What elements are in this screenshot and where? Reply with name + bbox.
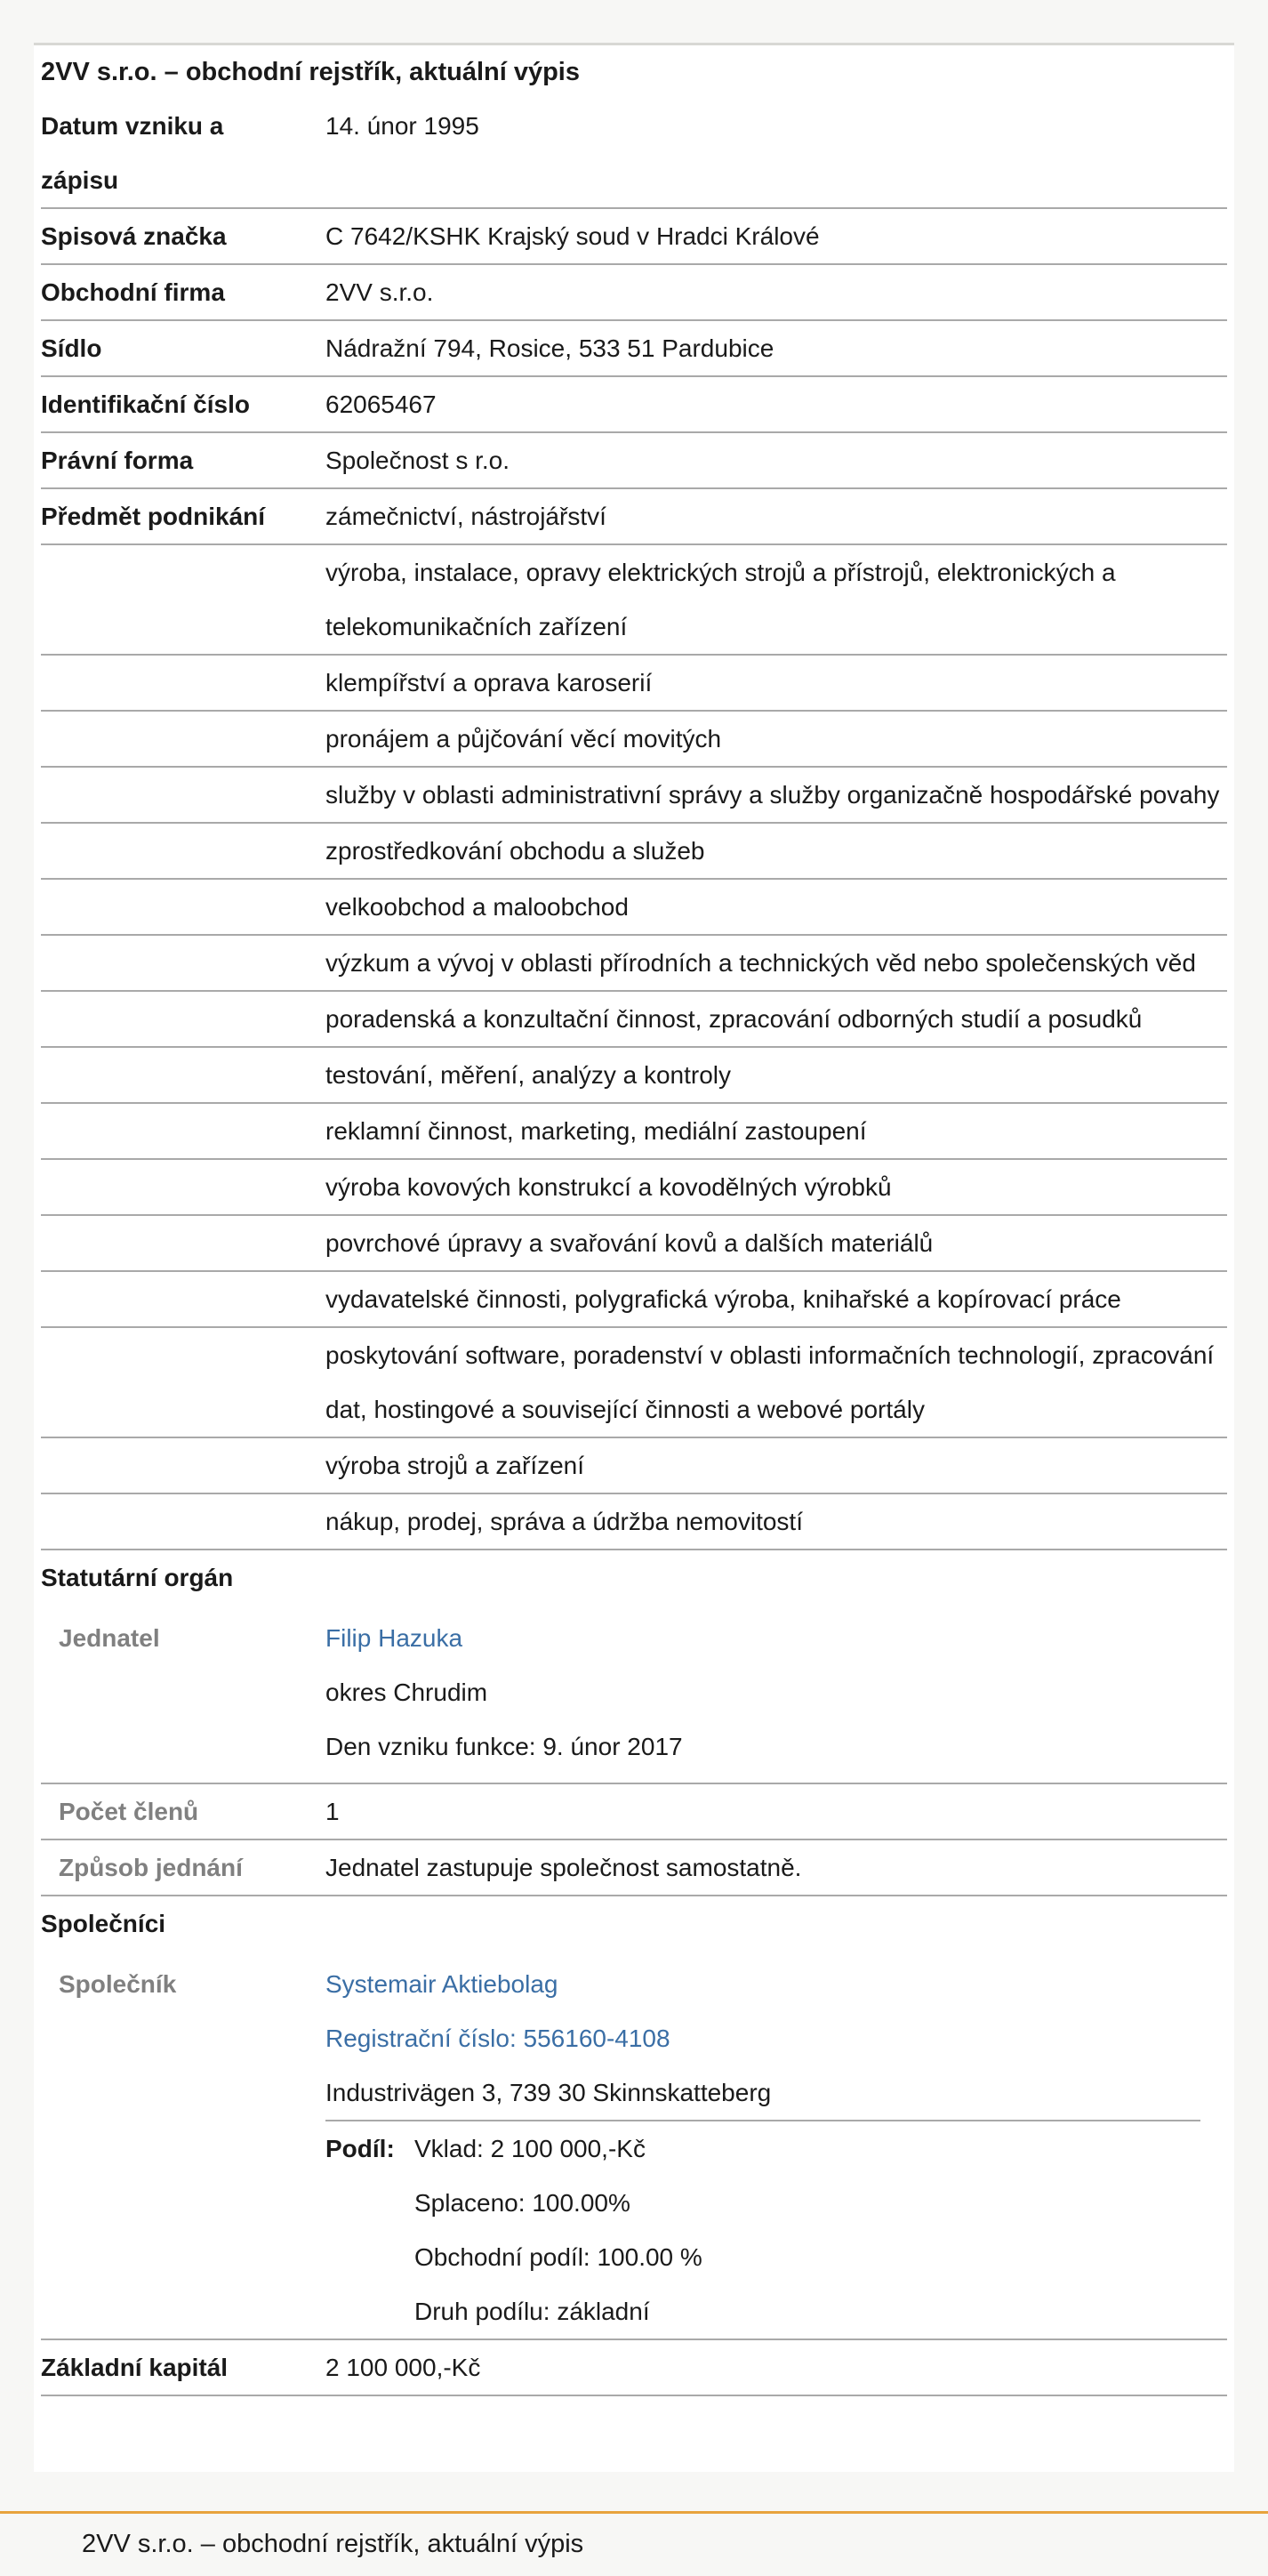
row-predmet [41, 1271, 1227, 1327]
value-kapital: 2 100 000,-Kč [325, 2339, 1227, 2395]
predmet-item: výroba kovových konstrukcí a kovodělných výrobků [325, 1159, 1227, 1215]
gap-row [41, 1774, 1227, 1783]
row-datum [41, 99, 1227, 208]
row-firma [41, 264, 1227, 320]
label-sidlo: Sídlo [41, 320, 325, 376]
label-predmet: Předmět podnikání [41, 488, 325, 544]
row-predmet [41, 1327, 1227, 1437]
predmet-item: velkoobchod a maloobchod [325, 879, 1227, 935]
row-predmet [41, 1047, 1227, 1103]
predmet-item: nákup, prodej, správa a údržba nemovitostí [325, 1493, 1227, 1550]
footer-divider [0, 2511, 1268, 2514]
label-pocet: Počet členů [41, 1783, 325, 1839]
row-predmet [41, 1103, 1227, 1159]
value-zpusob: Jednatel zastupuje společnost samostatně. [325, 1839, 1227, 1896]
row-predmet [41, 767, 1227, 823]
label-firma: Obchodní firma [41, 264, 325, 320]
predmet-item: výzkum a vývoj v oblasti přírodních a technických věd nebo společenských věd [325, 935, 1227, 991]
podil-splaceno: Splaceno: 100.00% [414, 2189, 630, 2217]
predmet-item: zprostředkování obchodu a služeb [325, 823, 1227, 879]
spolecnik-address: Industrivägen 3, 739 30 Skinnskatteberg [325, 2079, 772, 2106]
row-spolecnik [41, 1957, 1227, 2339]
value-firma: 2VV s.r.o. [325, 264, 1227, 320]
statutarni-heading: Statutární orgán [41, 1564, 234, 1591]
predmet-item: reklamní činnost, marketing, mediální zastoupení [325, 1103, 1227, 1159]
podil-block [325, 2121, 1227, 2339]
row-predmet [41, 1437, 1227, 1493]
register-table [41, 99, 1227, 2396]
value-forma: Společnost s r.o. [325, 432, 1227, 488]
row-predmet [41, 711, 1227, 767]
podil-vklad: Vklad: 2 100 000,-Kč [414, 2135, 646, 2162]
jednatel-okres: okres Chrudim [325, 1678, 488, 1706]
statutarni-heading-row [41, 1550, 1227, 1611]
row-zpusob [41, 1839, 1227, 1896]
row-predmet [41, 935, 1227, 991]
value-datum: 14. únor 1995 [325, 99, 1227, 208]
podil-obchodni: Obchodní podíl: 100.00 % [414, 2243, 702, 2271]
podil-druh: Druh podílu: základní [414, 2298, 650, 2325]
row-ico [41, 376, 1227, 432]
row-predmet [41, 544, 1227, 655]
predmet-item: pronájem a půjčování věcí movitých [325, 711, 1227, 767]
row-spisova [41, 208, 1227, 264]
row-forma [41, 432, 1227, 488]
footer-title: 2VV s.r.o. – obchodní rejstřík, aktuální výpis [82, 2530, 584, 2558]
spolecnik-name-link[interactable]: Systemair Aktiebolag [325, 1970, 558, 1998]
row-sidlo [41, 320, 1227, 376]
row-pocet [41, 1783, 1227, 1839]
predmet-item: poradenská a konzultační činnost, zpracování odborných studií a posudků [325, 991, 1227, 1047]
row-predmet [41, 823, 1227, 879]
value-spisova: C 7642/KSHK Krajský soud v Hradci Králové [325, 208, 1227, 264]
predmet-item: služby v oblasti administrativní správy a služby organizačně hospodářské povahy [325, 767, 1227, 823]
spolecnici-heading-row [41, 1896, 1227, 1957]
predmet-item: povrchové úpravy a svařování kovů a dalších materiálů [325, 1215, 1227, 1271]
row-predmet [41, 879, 1227, 935]
row-predmet [41, 655, 1227, 711]
podil-label: Podíl: [325, 2135, 395, 2162]
predmet-item: klempířství a oprava karoserií [325, 655, 1227, 711]
predmet-item: testování, měření, analýzy a kontroly [325, 1047, 1227, 1103]
jednatel-name-link[interactable]: Filip Hazuka [325, 1624, 463, 1652]
value-ico: 62065467 [325, 376, 1227, 432]
row-predmet [41, 1215, 1227, 1271]
row-predmet [41, 1493, 1227, 1550]
row-jednatel [41, 1611, 1227, 1774]
predmet-item: výroba, instalace, opravy elektrických strojů a přístrojů, elektronických a telekomunikačních zařízení [325, 544, 1227, 655]
row-kapital [41, 2339, 1227, 2395]
spolecnici-heading: Společníci [41, 1910, 166, 1937]
value-sidlo: Nádražní 794, Rosice, 533 51 Pardubice [325, 320, 1227, 376]
label-datum: Datum vzniku a zápisu [41, 99, 325, 208]
label-forma: Právní forma [41, 432, 325, 488]
value-pocet: 1 [325, 1783, 1227, 1839]
predmet-item: výroba strojů a zařízení [325, 1437, 1227, 1493]
label-zpusob: Způsob jednání [41, 1839, 325, 1896]
row-predmet [41, 1159, 1227, 1215]
predmet-item: zámečnictví, nástrojářství [325, 488, 1227, 544]
page-title: 2VV s.r.o. – obchodní rejstřík, aktuální výpis [41, 58, 580, 86]
row-predmet [41, 991, 1227, 1047]
label-ico: Identifikační číslo [41, 376, 325, 432]
label-spisova: Spisová značka [41, 208, 325, 264]
predmet-item: poskytování software, poradenství v oblasti informačních technologií, zpracování dat, hostingové a související činnosti a webové portály [325, 1327, 1227, 1437]
spolecnik-reg-link[interactable]: Registrační číslo: 556160-4108 [325, 2025, 670, 2052]
row-predmet-0 [41, 488, 1227, 544]
jednatel-funkce: Den vzniku funkce: 9. únor 2017 [325, 1733, 683, 1760]
label-spolecnik: Společník [41, 1957, 325, 2339]
label-kapital: Základní kapitál [41, 2339, 325, 2395]
label-jednatel: Jednatel [59, 1624, 160, 1652]
register-card [34, 45, 1234, 2472]
predmet-item: vydavatelské činnosti, polygrafická výroba, knihařské a kopírovací práce [325, 1271, 1227, 1327]
